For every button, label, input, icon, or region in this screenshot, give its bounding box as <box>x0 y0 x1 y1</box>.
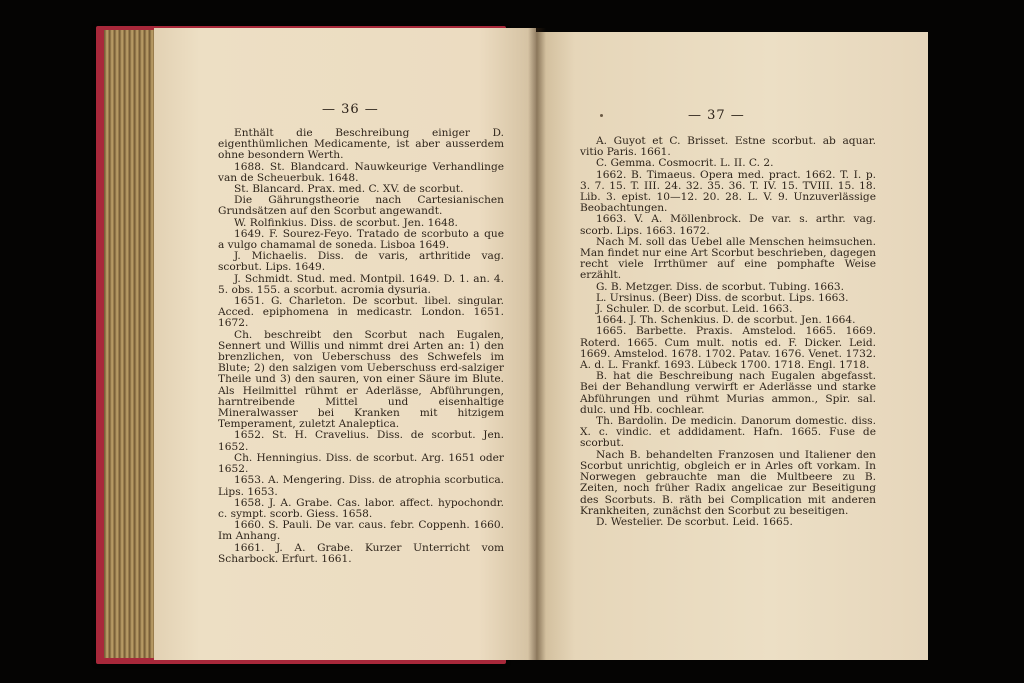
paragraph: A. Guyot et C. Brisset. Estne scorbut. ab aquar. vitio Paris. 1661. <box>580 135 876 159</box>
right-page-text <box>580 136 876 528</box>
paragraph: C. Gemma. Cosmocrit. L. II. C. 2. <box>596 157 774 170</box>
paragraph: Enthält die Beschreibung einiger D. eigenthümlichen Medicamente, ist aber ausserdem ohne besondern Werth. <box>218 127 504 162</box>
paragraph: G. B. Metzger. Diss. de scorbut. Tubing. 1663. <box>596 280 845 293</box>
paragraph: J. Schmidt. Stud. med. Montpil. 1649. D. 1. an. 4. 5. obs. 155. a scorbut. acromia dysuria. <box>218 272 504 296</box>
paragraph: L. Ursinus. (Beer) Diss. de scorbut. Lips. 1663. <box>596 291 849 304</box>
paragraph: W. Rolfinkius. Diss. de scorbut. Jen. 1648. <box>234 216 458 229</box>
paragraph: Die Gährungstheorie nach Cartesianischen Grundsätzen auf den Scorbut angewandt. <box>218 194 504 218</box>
paragraph: 1661. J. A. Grabe. Kurzer Unterricht vom Scharbock. Erfurt. 1661. <box>218 541 504 565</box>
paragraph: 1664. J. Th. Schenkius. D. de scorbut. Jen. 1664. <box>596 314 856 327</box>
paragraph: Nach M. soll das Uebel alle Menschen heimsuchen. Man findet nur eine Art Scorbut beschrieben, dagegen recht viele Irrthümer auf eine pomphafte Weise erzählt. <box>580 235 876 282</box>
paragraph: 1660. S. Pauli. De var. caus. febr. Coppenh. 1660. Im Anhang. <box>218 519 504 543</box>
paragraph: Nach B. behandelten Franzosen und Italiener den Scorbut unrichtig, obgleich er in Arles oft vorkam. In Norwegen gebrauchte man die Multbeere zu B. Zeiten, noch früher Radix angelicae zur Beseitigung des Scorbuts. B. räth bei Complication mit anderen Krankheiten, zunächst den Scorbut zu beseitigen. <box>580 448 876 517</box>
paragraph: St. Blancard. Prax. med. C. XV. de scorbut. <box>234 183 464 196</box>
ink-speck <box>600 114 603 117</box>
book-gutter <box>528 28 546 660</box>
paragraph: Th. Bardolin. De medicin. Danorum domestic. diss. X. c. vindic. et addidament. Hafn. 1665. Fuse de scorbut. <box>580 415 876 450</box>
open-book <box>96 22 932 664</box>
paragraph: 1651. G. Charleton. De scorbut. libel. singular. Acced. epiphomena in medicastr. London. 1651. 1672. <box>218 295 504 330</box>
page-number-left: — 36 — <box>322 102 379 117</box>
left-page-text <box>218 128 504 565</box>
paragraph: Ch. Henningius. Diss. de scorbut. Arg. 1651 oder 1652. <box>218 451 504 476</box>
right-page <box>536 32 928 660</box>
paragraph: J. Schuler. D. de scorbut. Leid. 1663. <box>596 303 793 316</box>
page-number-right: — 37 — <box>688 108 745 123</box>
paragraph: 1658. J. A. Grabe. Cas. labor. affect. hypochondr. c. sympt. scorb. Giess. 1658. <box>218 496 504 520</box>
paragraph: Ch. beschreibt den Scorbut nach Eugalen, Sennert und Willis und nimmt drei Arten an: 1) den brenzlichen, von Ueberschuss des Schwefels im Blute; 2) den salzigen vom Ueberschuss erd-salziger Theile und 3) den sauren, von einer Säure im Blute. Als Heilmittel rühmt er Aderlässe, Abführungen, harntreibende Mittel und eisenhaltige Mineralwasser bei Kranken mit hitzigem Temperament, zuletzt Analeptica. <box>218 328 504 431</box>
paragraph: D. Westelier. De scorbut. Leid. 1665. <box>596 515 793 528</box>
page-edges <box>104 30 158 658</box>
paragraph: 1652. St. H. Cravelius. Diss. de scorbut. Jen. 1652. <box>218 429 504 453</box>
paragraph: 1665. Barbette. Praxis. Amstelod. 1665. 1669. Roterd. 1665. Cum mult. notis ed. F. Dicker. Leid. 1669. Amstelod. 1678. 1702. Patav. 1676. Venet. 1732. A. d. L. Frankf. 1693. Lübeck 1700. 1718. Engl. 1718. <box>580 325 876 372</box>
paragraph: 1688. St. Blandcard. Nauwkeurige Verhandlinge van de Scheuerbuk. 1648. <box>218 160 504 184</box>
paragraph: 1653. A. Mengering. Diss. de atrophia scorbutica. Lips. 1653. <box>218 474 504 498</box>
paragraph: 1662. B. Timaeus. Opera med. pract. 1662. T. I. p. 3. 7. 15. T. III. 24. 32. 35. 36. T. IV. 15. TVIII. 15. 18. Lib. 3. epist. 10—12. 20. 28. L. V. 9. Unzuverlässige Beobachtungen. <box>580 168 876 215</box>
paragraph: 1663. V. A. Möllenbrock. De var. s. arthr. vag. scorb. Lips. 1663. 1672. <box>580 213 876 237</box>
paragraph: B. hat die Beschreibung nach Eugalen abgefasst. Bei der Behandlung verwirft er Aderlässe und starke Abführungen und rühmt Murias ammon., Spir. sal. dulc. und Hb. cochlear. <box>580 370 876 416</box>
paragraph: J. Michaelis. Diss. de varis, arthritide vag. scorbut. Lips. 1649. <box>218 250 504 274</box>
left-page <box>154 28 536 660</box>
paragraph: 1649. F. Sourez-Feyo. Tratado de scorbuto a que a vulgo chamamal de soneda. Lisboa 1649. <box>218 227 504 252</box>
